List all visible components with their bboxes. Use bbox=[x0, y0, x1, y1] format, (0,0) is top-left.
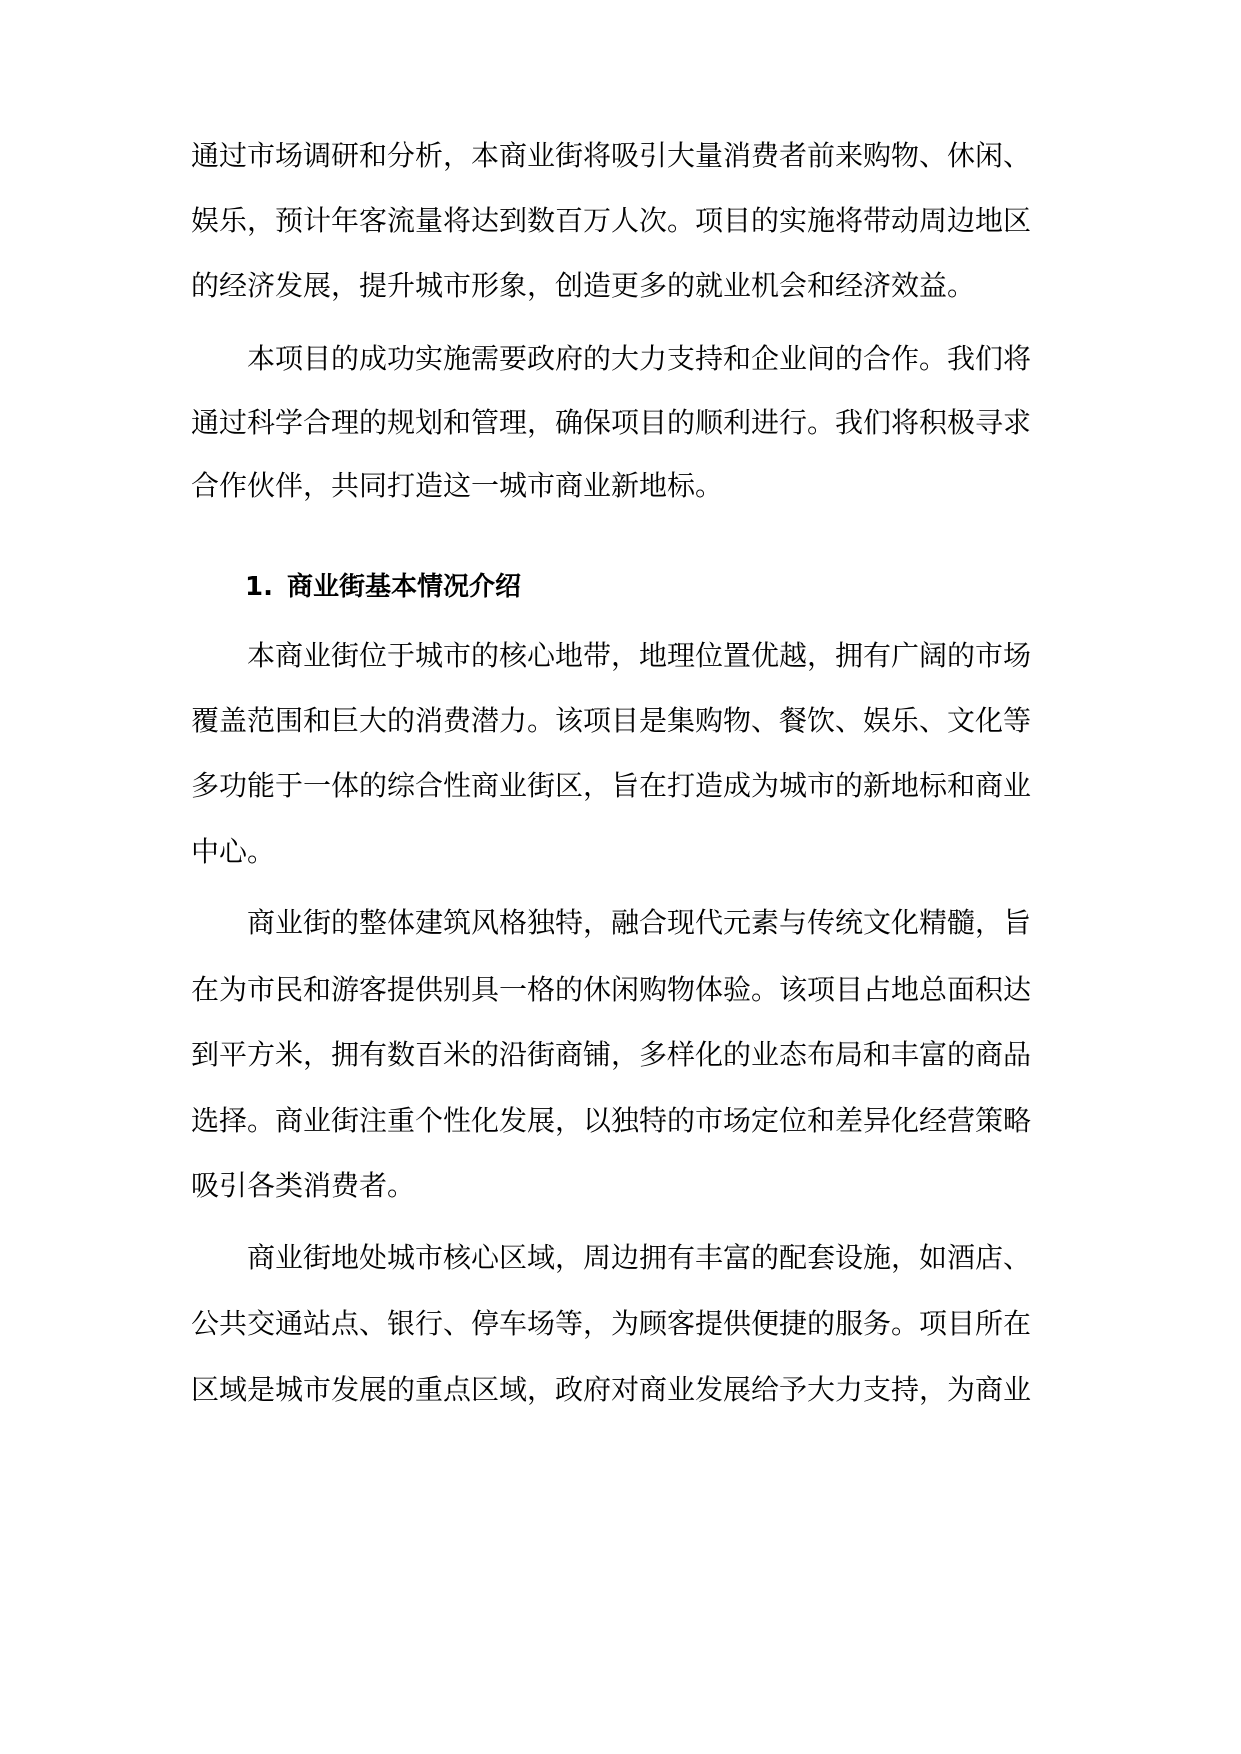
paragraph-2-line-2: 通过科学合理的规划和管理，确保项目的顺利进行。我们将积极寻求 bbox=[191, 406, 1032, 439]
paragraph-3-line-4: 中心。 bbox=[191, 835, 276, 868]
paragraph-5-line-2: 公共交通站点、银行、停车场等，为顾客提供便捷的服务。项目所在 bbox=[191, 1307, 1032, 1340]
paragraph-1-line-2: 娱乐，预计年客流量将达到数百万人次。项目的实施将带动周边地区 bbox=[191, 204, 1032, 237]
paragraph-2-line-1: 本项目的成功实施需要政府的大力支持和企业间的合作。我们将 bbox=[247, 342, 1032, 375]
paragraph-1-line-1: 通过市场调研和分析，本商业街将吸引大量消费者前来购物、休闲、 bbox=[191, 139, 1032, 172]
section-heading bbox=[245, 569, 521, 605]
paragraph-4-line-3: 到平方米，拥有数百米的沿街商铺，多样化的业态布局和丰富的商品 bbox=[191, 1038, 1032, 1071]
section-heading-number: 1. bbox=[245, 572, 273, 602]
paragraph-5-line-3: 区域是城市发展的重点区域，政府对商业发展给予大力支持，为商业 bbox=[191, 1373, 1032, 1406]
paragraph-4-line-2: 在为市民和游客提供别具一格的休闲购物体验。该项目占地总面积达 bbox=[191, 973, 1032, 1006]
paragraph-5-line-1: 商业街地处城市核心区域，周边拥有丰富的配套设施，如酒店、 bbox=[247, 1241, 1032, 1274]
paragraph-3-line-3: 多功能于一体的综合性商业街区，旨在打造成为城市的新地标和商业 bbox=[191, 769, 1032, 802]
paragraph-1-line-3: 的经济发展，提升城市形象，创造更多的就业机会和经济效益。 bbox=[191, 269, 976, 302]
paragraph-3-line-1: 本商业街位于城市的核心地带，地理位置优越，拥有广阔的市场 bbox=[247, 639, 1032, 672]
paragraph-4-line-4: 选择。商业街注重个性化发展，以独特的市场定位和差异化经营策略 bbox=[191, 1104, 1032, 1137]
section-heading-title: 商业街基本情况介绍 bbox=[287, 572, 522, 602]
paragraph-4-line-1: 商业街的整体建筑风格独特，融合现代元素与传统文化精髓，旨 bbox=[247, 906, 1032, 939]
paragraph-2-line-3: 合作伙伴，共同打造这一城市商业新地标。 bbox=[191, 469, 724, 502]
paragraph-4-line-5: 吸引各类消费者。 bbox=[191, 1169, 416, 1202]
paragraph-3-line-2: 覆盖范围和巨大的消费潜力。该项目是集购物、餐饮、娱乐、文化等 bbox=[191, 704, 1032, 737]
